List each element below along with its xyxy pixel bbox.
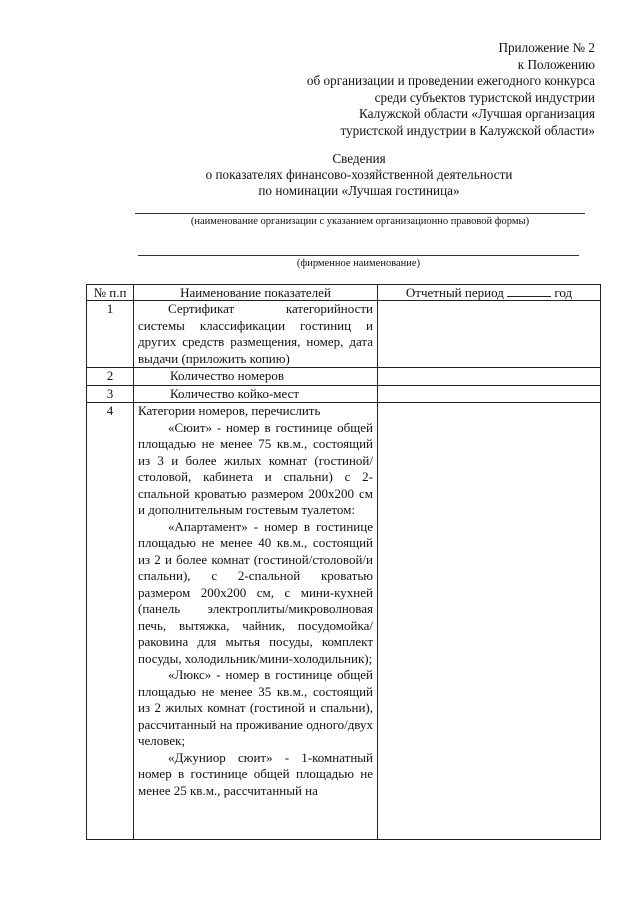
document-nomination: по номинации «Лучшая гостиница» <box>258 183 460 198</box>
row-period-value <box>378 403 601 840</box>
table-row <box>87 403 601 840</box>
row-num: 1 <box>87 301 134 368</box>
header-period <box>378 285 601 301</box>
row-period-value <box>378 385 601 403</box>
appendix-line: Калужской области «Лучшая организация <box>359 106 595 121</box>
header-num: № п.п <box>87 285 134 301</box>
row-indicator: Количество койко-мест <box>134 385 378 403</box>
row-indicator: Сертификат категорийности системы классификации гостиниц и других средств размещения, номер, дата выдачи (приложить копию) <box>134 301 378 368</box>
appendix-header <box>175 40 595 139</box>
row-num: 4 <box>87 403 134 840</box>
appendix-line: Приложение № 2 <box>498 40 595 55</box>
document-heading <box>0 151 639 199</box>
table-row <box>87 301 601 368</box>
row-indicator: Количество номеров <box>134 368 378 386</box>
document-subtitle: о показателях финансово-хозяйственной деятельности <box>205 167 513 182</box>
org-name-line <box>135 213 585 214</box>
row-num: 2 <box>87 368 134 386</box>
room-category-apartment: «Апартамент» - номер в гостинице площадью не менее 40 кв.м., состоящий из 2 и более комнат (гостиной/столовой/и спальни), с 2-спальной кроватью размером 200х200 см, с мини-кухней (панель электроплиты/микроволновая печь, вытяжка, чайник, посудомойка/раковина для мытья посуды, комплект посуды, холодильник/мини-холодильник); <box>138 518 373 666</box>
appendix-line: среди субъектов туристской индустрии <box>374 89 595 105</box>
org-name-caption: (наименование организации с указанием организационно правовой формы) <box>190 216 530 227</box>
table-row <box>87 368 601 386</box>
row-period-value <box>378 301 601 368</box>
room-category-suite: «Сюит» - номер в гостинице общей площадью не менее 75 кв.м., состоящий из 3 и более жилых комнат (гостиной/столовой, кабинета и спальни) с 2-спальной кроватью размером 200х200 см и дополнительным гостевым туалетом: <box>138 419 373 517</box>
document-title: Сведения <box>332 151 386 166</box>
room-categories-intro: Категории номеров, перечислить <box>138 403 321 418</box>
row-num: 3 <box>87 385 134 403</box>
year-blank <box>507 285 551 297</box>
appendix-line: об организации и проведении ежегодного конкурса <box>306 73 595 88</box>
header-name: Наименование показателей <box>134 285 378 301</box>
header-period-year: год <box>554 285 573 300</box>
room-category-lux: «Люкс» - номер в гостинице общей площадью не менее 35 кв.м., состоящий из 2 жилых комнат (гостиной и спальни), рассчитанный на проживание одного/двух человек; <box>138 667 373 748</box>
table-header-row <box>87 285 601 301</box>
row-indicator <box>134 403 378 840</box>
appendix-line: туристской индустрии в Калужской области» <box>340 122 595 138</box>
row-period-value <box>378 368 601 386</box>
appendix-line: к Положению <box>517 56 595 72</box>
brand-name-caption: (фирменное наименование) <box>296 258 421 269</box>
table-row <box>87 385 601 403</box>
header-period-label: Отчетный период <box>405 285 504 300</box>
room-category-junior-suite: «Джуниор сюит» - 1-комнатный номер в гостинице общей площадью не менее 25 кв.м., рассчитанный на <box>138 749 373 798</box>
brand-name-line <box>138 255 579 256</box>
indicators-table <box>86 284 601 840</box>
table-bottom-edge <box>86 839 601 840</box>
